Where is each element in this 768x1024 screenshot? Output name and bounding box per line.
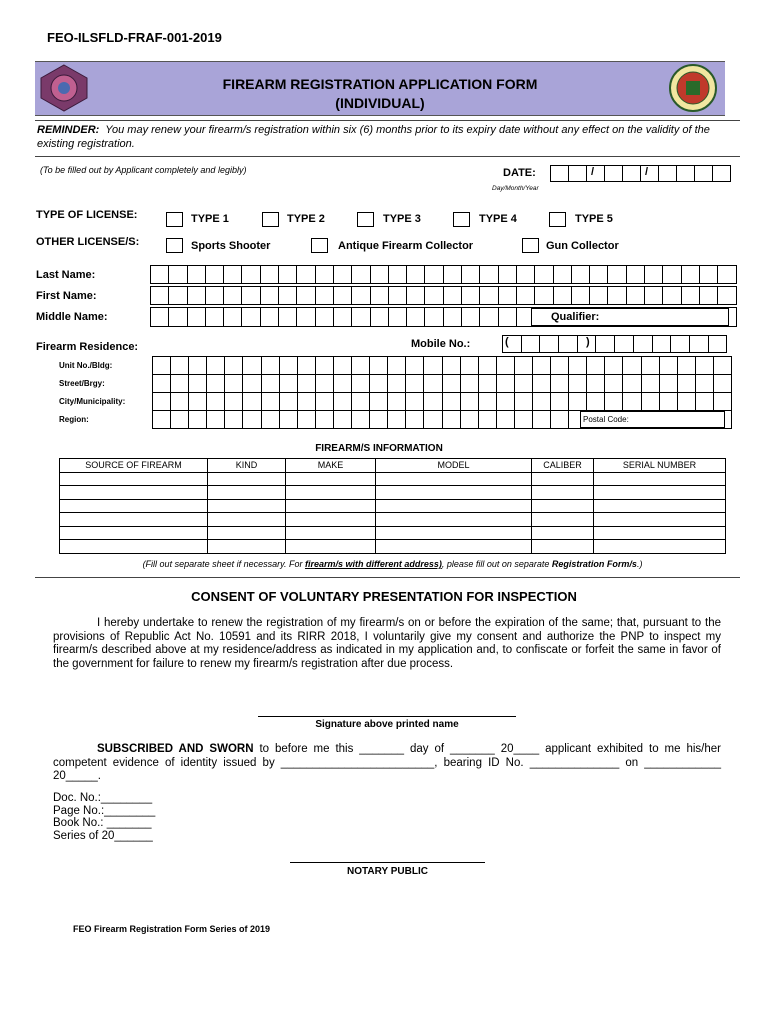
residence-label: Firearm Residence:: [36, 341, 139, 353]
signature-line[interactable]: [258, 716, 516, 717]
date-sep-2: /: [645, 166, 649, 178]
table-row[interactable]: [60, 486, 726, 500]
notary-record: [53, 792, 155, 842]
type2-label: TYPE 2: [287, 213, 325, 225]
note-part: .): [636, 559, 643, 569]
form-title: FIREARM REGISTRATION APPLICATION FORM: [222, 76, 538, 92]
table-row[interactable]: [60, 472, 726, 486]
divider: [35, 120, 740, 121]
reminder: [37, 123, 727, 151]
mobile-field[interactable]: [502, 335, 727, 353]
gun-collector-checkbox[interactable]: [522, 238, 539, 253]
col-source: SOURCE OF FIREARM: [60, 459, 208, 473]
col-model: MODEL: [376, 459, 532, 473]
title-banner: [35, 61, 725, 116]
footer: FEO Firearm Registration Form Series of 2019: [73, 924, 271, 934]
doc-no: Doc. No.:________: [53, 792, 153, 804]
last-name-label: Last Name:: [36, 269, 96, 281]
col-caliber: CALIBER: [532, 459, 594, 473]
type3-checkbox[interactable]: [357, 212, 374, 227]
note-part-bold: firearm/s with different address): [304, 559, 442, 569]
date-format: Day/Month/Year: [492, 185, 539, 192]
type1-label: TYPE 1: [191, 213, 229, 225]
book-no: Book No.: _______: [53, 817, 152, 829]
feo-seal-icon: [667, 63, 719, 113]
unit-field[interactable]: [152, 356, 732, 375]
col-make: MAKE: [286, 459, 376, 473]
middle-name-label: Middle Name:: [36, 311, 108, 323]
notary-line[interactable]: [290, 862, 485, 863]
type1-checkbox[interactable]: [166, 212, 183, 227]
reminder-text: You may renew your firearm/s registration within six (6) months prior to its expiry date without any effect on the validity of the existing registration.: [37, 124, 710, 150]
qualifier-label: Qualifier:: [551, 311, 600, 323]
firearm-table-header: [60, 459, 726, 473]
form-code: FEO-ILSFLD-FRAF-001-2019: [47, 30, 222, 45]
signature-label: Signature above printed name: [315, 719, 459, 730]
table-row[interactable]: [60, 526, 726, 540]
unit-label: Unit No./Bldg:: [59, 361, 113, 370]
divider: [35, 156, 740, 157]
date-label: DATE:: [503, 167, 536, 179]
form-subtitle: (INDIVIDUAL): [335, 95, 425, 111]
type4-label: TYPE 4: [479, 213, 517, 225]
page-no: Page No.:________: [53, 804, 156, 817]
table-row[interactable]: [60, 540, 726, 554]
mobile-open-paren: (: [505, 336, 509, 348]
city-label: City/Municipality:: [59, 397, 126, 406]
notary-label: NOTARY PUBLIC: [347, 866, 428, 877]
sworn-text: to before me this _______ day of _______ 20____ applicant exhibited to me his/her competent evidence of identity issued by ________________________, bearing ID No. ______________ on ____________ 20_____.: [53, 743, 721, 782]
table-row[interactable]: [60, 499, 726, 513]
firearm-info-title: FIREARM/S INFORMATION: [315, 443, 443, 454]
type5-checkbox[interactable]: [549, 212, 566, 227]
reminder-label: REMINDER:: [37, 124, 100, 136]
consent-body: I hereby undertake to renew the registration of my firearm/s on or before the expiration of the same; that, pursuant to the provisions of Republic Act No. 10591 and its RIRR 2018, I voluntarily give my consent and authorize the PNP to inspect my firearm/s described above at my residence/address as indicated in my application and, to confiscate or forfeit the same in favor of the government for failure to renew my firearm/s registration after due process.: [53, 617, 721, 670]
antique-collector-checkbox[interactable]: [311, 238, 328, 253]
type5-label: TYPE 5: [575, 213, 613, 225]
sworn-paragraph: [53, 743, 721, 784]
firearm-table: [59, 458, 726, 554]
firearm-note: [0, 559, 768, 569]
consent-title: CONSENT OF VOLUNTARY PRESENTATION FOR INSPECTION: [191, 589, 577, 604]
postal-code-label: Postal Code:: [583, 415, 629, 424]
note-part: , please fill out on separate: [441, 559, 552, 569]
street-label: Street/Brgy:: [59, 379, 105, 388]
street-field[interactable]: [152, 374, 732, 393]
mobile-close-paren: ): [586, 336, 590, 348]
note-part-bold: Registration Form/s: [551, 559, 637, 569]
pnp-seal-icon: [37, 63, 91, 113]
mobile-label: Mobile No.:: [411, 338, 471, 350]
sports-shooter-checkbox[interactable]: [166, 238, 183, 253]
city-field[interactable]: [152, 392, 732, 411]
gun-collector-label: Gun Collector: [546, 240, 619, 252]
antique-collector-label: Antique Firearm Collector: [338, 240, 474, 252]
type4-checkbox[interactable]: [453, 212, 470, 227]
col-kind: KIND: [208, 459, 286, 473]
license-label: TYPE OF LICENSE:: [36, 209, 138, 221]
type2-checkbox[interactable]: [262, 212, 279, 227]
series: Series of 20______: [53, 829, 153, 842]
divider: [35, 577, 740, 578]
last-name-field[interactable]: [150, 265, 737, 284]
date-sep-1: /: [591, 166, 595, 178]
col-serial: SERIAL NUMBER: [594, 459, 726, 473]
sports-shooter-label: Sports Shooter: [191, 240, 271, 252]
fill-note: (To be filled out by Applicant completely and legibly): [40, 165, 247, 175]
date-field[interactable]: [550, 165, 731, 182]
type3-label: TYPE 3: [383, 213, 421, 225]
region-label: Region:: [59, 415, 89, 424]
note-part: (Fill out separate sheet if necessary. For: [142, 559, 305, 569]
other-license-label: OTHER LICENSE/S:: [36, 236, 140, 248]
first-name-field[interactable]: [150, 286, 737, 305]
sworn-bold: SUBSCRIBED AND SWORN: [97, 743, 254, 755]
table-row[interactable]: [60, 513, 726, 527]
first-name-label: First Name:: [36, 290, 97, 302]
